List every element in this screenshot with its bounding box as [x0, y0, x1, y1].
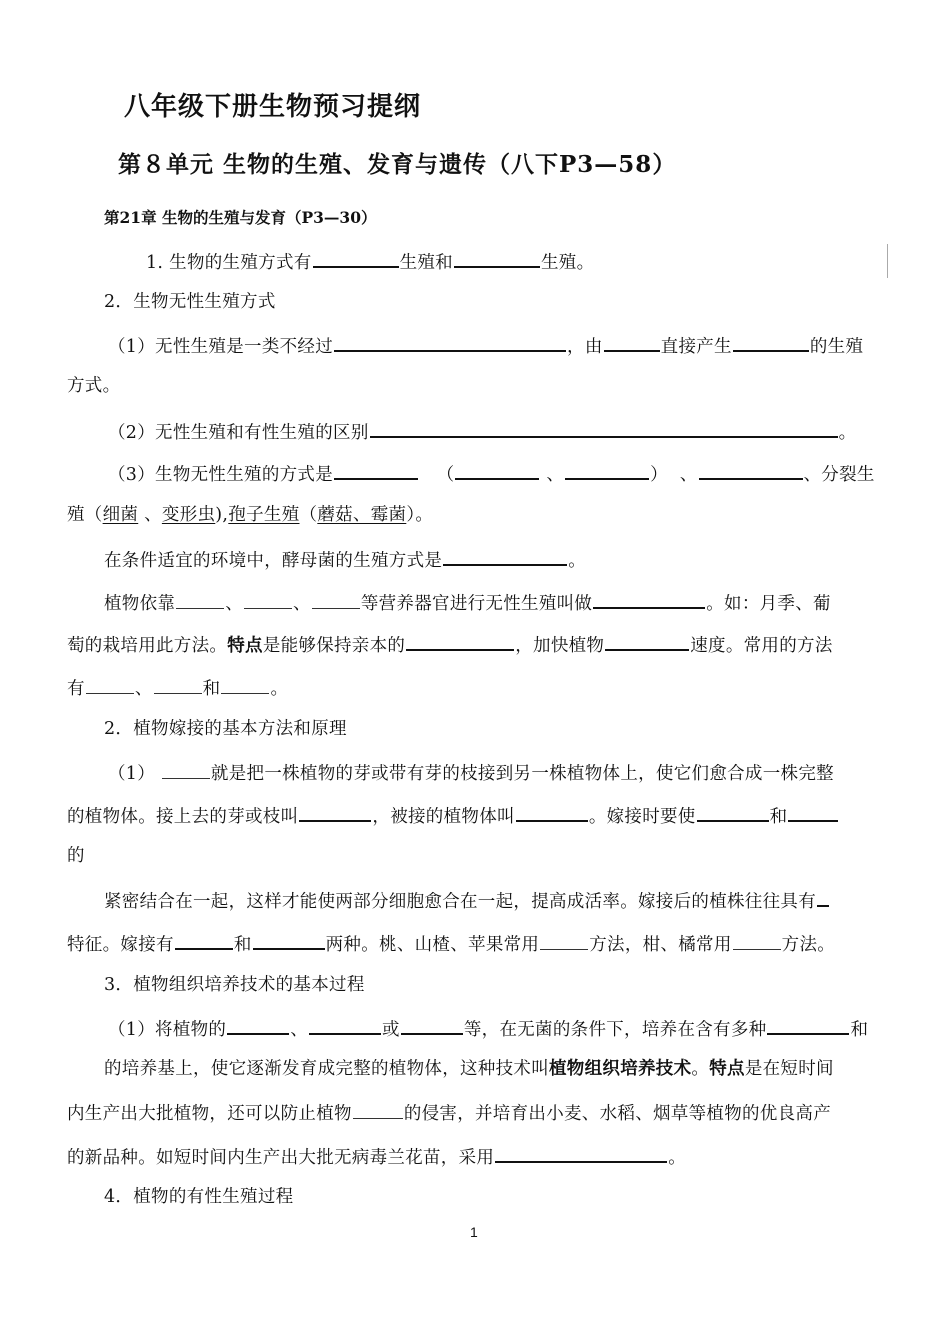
q-line: 方式。 — [67, 376, 121, 396]
text: ，由 — [567, 337, 603, 357]
blank[interactable] — [221, 677, 269, 694]
text: 特点 — [227, 636, 263, 656]
blank[interactable] — [495, 1145, 667, 1163]
q1-line — [146, 250, 594, 273]
blank[interactable] — [334, 462, 418, 480]
blank[interactable] — [604, 334, 660, 352]
q-line — [108, 762, 834, 784]
text: 或 — [382, 1020, 400, 1040]
q-line — [67, 677, 288, 699]
q-line — [108, 1017, 868, 1040]
blank[interactable] — [540, 933, 588, 950]
text: 孢子生殖 — [228, 505, 300, 525]
text: 直接产生 — [660, 337, 732, 357]
text: 细菌 — [102, 505, 139, 525]
text: 植物组织培养技术 — [549, 1059, 692, 1079]
text: 内生产出大批植物，还可以防止植物 — [67, 1104, 352, 1124]
text: 、 — [225, 594, 244, 614]
text: 萄的栽培用此方法。 — [67, 636, 228, 656]
text: ）。 — [406, 505, 434, 525]
q-line — [108, 420, 856, 443]
text: 和 — [233, 935, 252, 955]
text: （3）生物无性生殖的方式是 — [108, 465, 334, 485]
text: 植物依靠 — [104, 594, 176, 614]
text: 变形虫 — [161, 505, 216, 525]
text: 两种。桃、山楂、苹果常用 — [325, 935, 540, 955]
blank[interactable] — [697, 804, 769, 822]
blank[interactable] — [516, 804, 588, 822]
blank[interactable] — [244, 592, 292, 609]
text: 和 — [202, 679, 221, 699]
text: 。 — [270, 679, 289, 699]
q-line — [104, 591, 831, 614]
text: 。 — [838, 423, 857, 443]
unit-title: 第８单元 生物的生殖、发育与遗传（八下P3—58） — [118, 151, 677, 178]
q-line — [67, 633, 833, 656]
blank[interactable] — [593, 591, 705, 609]
text: 方法，柑、橘常用 — [589, 935, 732, 955]
text: 、 — [138, 505, 162, 525]
text: （ — [436, 465, 455, 485]
blank[interactable] — [162, 762, 210, 779]
blank[interactable] — [175, 932, 233, 950]
q-line — [104, 889, 830, 912]
text: 。 — [668, 1148, 687, 1168]
text: 蘑菇、霉菌 — [317, 505, 407, 525]
blank[interactable] — [699, 462, 803, 480]
blank[interactable] — [443, 548, 567, 566]
text: 就是把一株植物的芽或带有芽的枝接到另一株植物体上，使它们愈合成一株完整 — [210, 764, 834, 784]
text: 生殖和 — [399, 253, 453, 273]
text: ） — [650, 465, 668, 485]
q-line — [108, 462, 875, 485]
text: （1） — [108, 764, 156, 784]
blank[interactable] — [733, 334, 809, 352]
text: （1）将植物的 — [108, 1020, 227, 1040]
blank[interactable] — [817, 889, 829, 907]
text: 、 — [290, 1020, 309, 1040]
blank[interactable] — [176, 592, 224, 609]
q-line — [67, 1102, 831, 1124]
q-line — [67, 804, 839, 827]
text: 和 — [850, 1020, 869, 1040]
text: 有 — [67, 679, 85, 699]
q-line — [67, 932, 835, 955]
text: 、 — [679, 465, 698, 485]
text: 、 — [134, 679, 153, 699]
text: 方法。 — [781, 935, 836, 955]
text: 等营养器官进行无性生殖叫做 — [360, 594, 593, 614]
section-heading: 4．植物的有性生殖过程 — [104, 1187, 294, 1207]
doc-title: 八年级下册生物预习提纲 — [124, 92, 422, 122]
blank[interactable] — [154, 677, 202, 694]
text: 的生殖 — [809, 337, 864, 357]
text: 等，在无菌的条件下，培养在含有多种 — [463, 1020, 767, 1040]
text: 1. 生物的生殖方式有 — [146, 253, 312, 273]
blank[interactable] — [401, 1017, 463, 1035]
q-line — [67, 505, 433, 525]
text: （1）无性生殖是一类不经过 — [108, 337, 334, 357]
blank[interactable] — [454, 250, 540, 268]
margin-line — [887, 244, 888, 278]
text: 生殖。 — [540, 253, 595, 273]
text: 。如：月季、葡 — [706, 594, 831, 614]
q-line — [104, 1059, 834, 1079]
blank[interactable] — [313, 250, 399, 268]
text: 。 — [568, 551, 587, 571]
text: 、 — [546, 465, 565, 485]
q-line: 的 — [67, 846, 85, 866]
text: 。 — [691, 1059, 710, 1079]
blank[interactable] — [312, 592, 360, 609]
q-line — [67, 1145, 686, 1168]
text: 。嫁接时要使 — [588, 807, 696, 827]
text: （ — [299, 505, 318, 525]
text: 特征。嫁接有 — [67, 935, 174, 955]
text: ，加快植物 — [515, 636, 605, 656]
blank[interactable] — [299, 804, 371, 822]
blank[interactable] — [253, 932, 325, 950]
text: 、 — [293, 594, 311, 614]
blank[interactable] — [455, 462, 539, 480]
text: 、分裂生 — [803, 465, 875, 485]
blank[interactable] — [788, 804, 838, 822]
section-heading: 2．植物嫁接的基本方法和原理 — [104, 719, 347, 739]
text: 殖（ — [67, 505, 103, 525]
text: 在条件适宜的环境中，酵母菌的生殖方式是 — [104, 551, 443, 571]
blank[interactable] — [406, 633, 514, 651]
text: 的植物体。接上去的芽或枝叫 — [67, 807, 299, 827]
text: 的新品种。如短时间内生产出大批无病毒兰花苗，采用 — [67, 1148, 495, 1168]
blank[interactable] — [370, 420, 838, 438]
text: 的侵害，并培育出小麦、水稻、烟草等植物的优良高产 — [403, 1104, 832, 1124]
text: （2）无性生殖和有性生殖的区别 — [108, 423, 369, 443]
text: 紧密结合在一起，这样才能使两部分细胞愈合在一起，提高成活率。嫁接后的植株往往具有 — [104, 892, 816, 912]
blank[interactable] — [86, 677, 134, 694]
q-line — [108, 334, 863, 357]
text: 是能够保持亲本的 — [262, 636, 406, 656]
text: 的培养基上，使它逐渐发育成完整的植物体，这种技术叫 — [104, 1059, 549, 1079]
chapter-title: 第21章 生物的生殖与发育（P3—30） — [104, 208, 377, 227]
blank[interactable] — [733, 933, 781, 950]
text: 特点 — [709, 1059, 745, 1079]
page-number: 1 — [470, 1224, 478, 1240]
blank[interactable] — [565, 462, 649, 480]
section-heading: 2．生物无性生殖方式 — [104, 292, 276, 312]
text: 速度。常用的方法 — [690, 636, 833, 656]
q-line — [104, 548, 586, 571]
text: 和 — [769, 807, 788, 827]
section-heading: 3．植物组织培养技术的基本过程 — [104, 975, 365, 995]
blank[interactable] — [227, 1017, 289, 1035]
blank[interactable] — [309, 1017, 381, 1035]
text: 是在短时间 — [744, 1059, 834, 1079]
blank[interactable] — [353, 1102, 403, 1119]
blank[interactable] — [767, 1017, 849, 1035]
text: ), — [215, 505, 229, 525]
blank[interactable] — [334, 334, 566, 352]
text: ，被接的植物体叫 — [372, 807, 515, 827]
blank[interactable] — [605, 633, 689, 651]
